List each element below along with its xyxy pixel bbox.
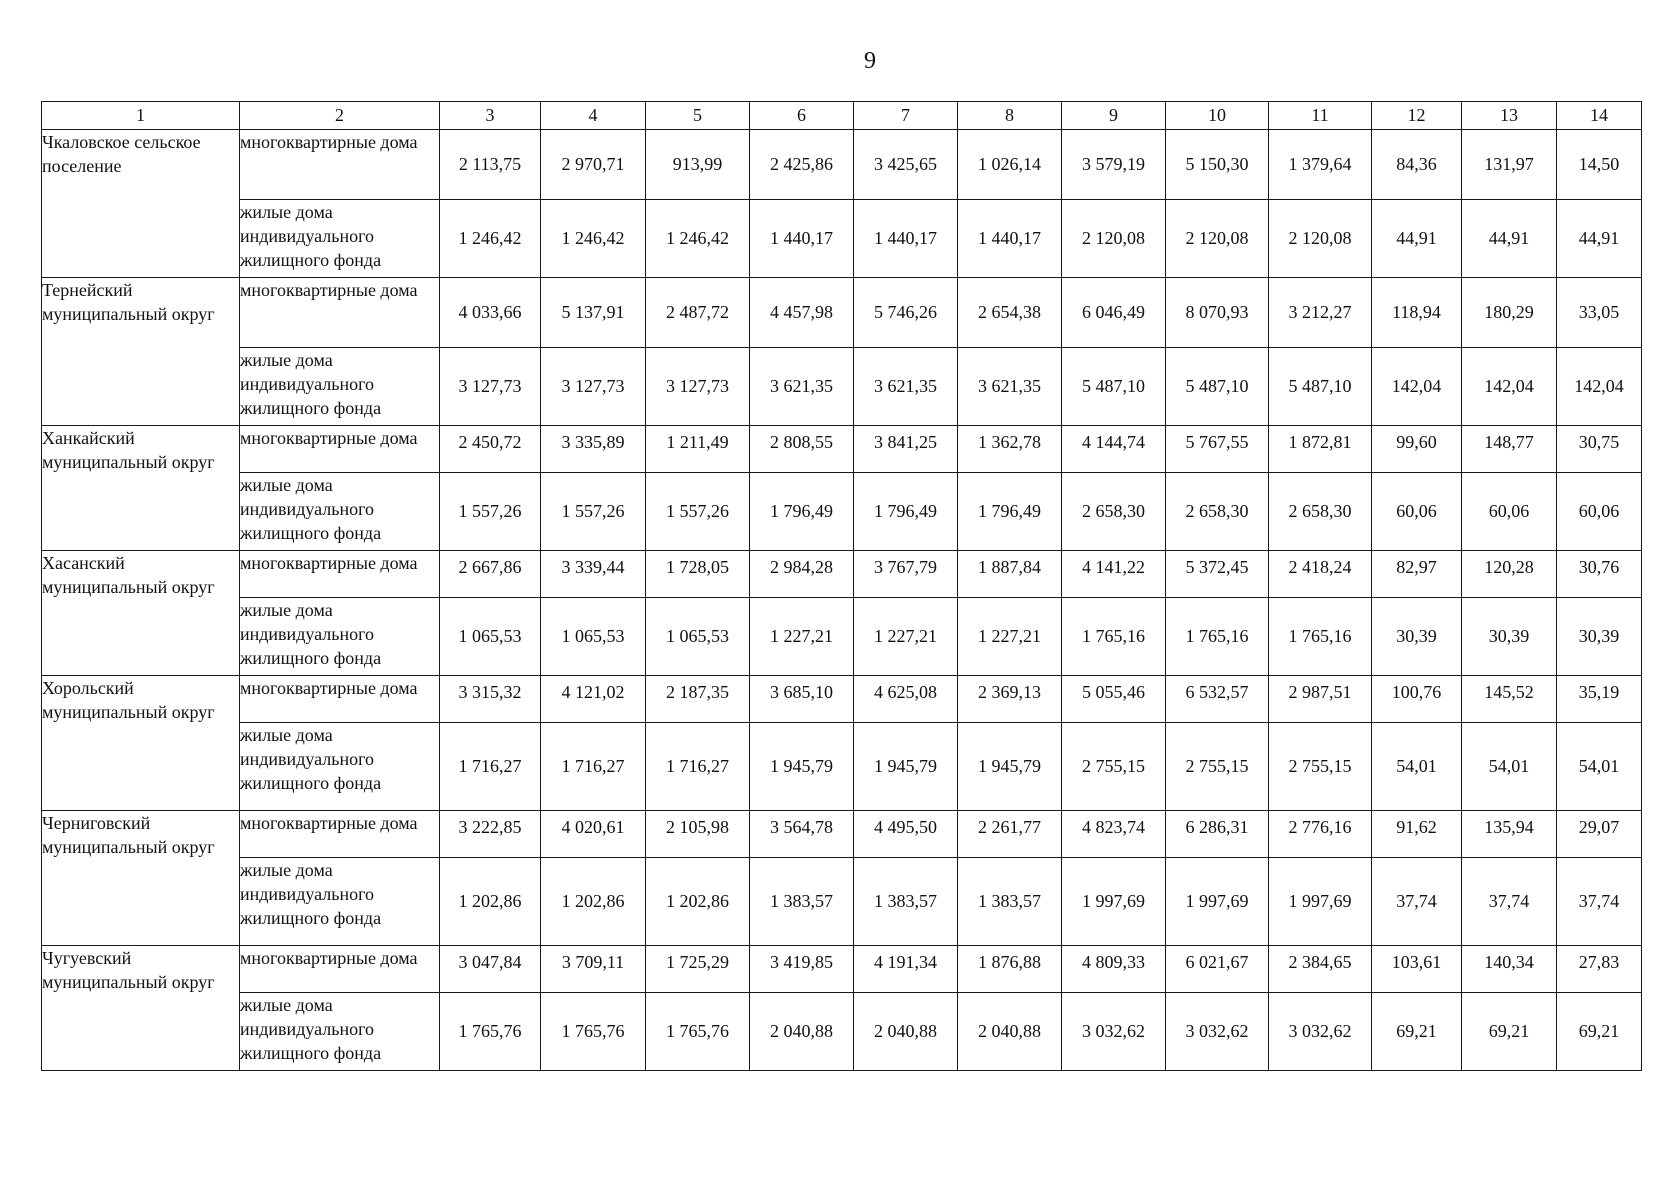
page-number: 9 bbox=[864, 48, 876, 74]
value-cell: 5 150,30 bbox=[1166, 130, 1269, 200]
value-cell: 27,83 bbox=[1557, 946, 1642, 993]
value-cell: 2 667,86 bbox=[440, 551, 541, 598]
value-cell: 3 127,73 bbox=[440, 348, 541, 426]
value-cell: 5 746,26 bbox=[854, 278, 958, 348]
value-cell: 1 796,49 bbox=[750, 473, 854, 551]
value-cell: 4 020,61 bbox=[541, 811, 646, 858]
value-cell: 1 765,76 bbox=[541, 993, 646, 1071]
value-cell: 1 557,26 bbox=[646, 473, 750, 551]
value-cell: 2 654,38 bbox=[958, 278, 1062, 348]
table-row bbox=[42, 130, 1642, 200]
value-cell: 148,77 bbox=[1462, 426, 1557, 473]
value-cell: 118,94 bbox=[1372, 278, 1462, 348]
housing-type: жилые дома индивидуального жилищного фонда bbox=[240, 473, 440, 551]
column-header: 8 bbox=[958, 102, 1062, 130]
value-cell: 1 796,49 bbox=[854, 473, 958, 551]
column-header: 7 bbox=[854, 102, 958, 130]
value-cell: 3 709,11 bbox=[541, 946, 646, 993]
value-cell: 30,39 bbox=[1462, 598, 1557, 676]
value-cell: 2 755,15 bbox=[1166, 723, 1269, 811]
value-cell: 131,97 bbox=[1462, 130, 1557, 200]
value-cell: 913,99 bbox=[646, 130, 750, 200]
value-cell: 1 383,57 bbox=[750, 858, 854, 946]
value-cell: 3 222,85 bbox=[440, 811, 541, 858]
table-row bbox=[42, 946, 1642, 993]
value-cell: 54,01 bbox=[1372, 723, 1462, 811]
value-cell: 1 202,86 bbox=[440, 858, 541, 946]
municipality-name: Ханкайский муниципальный округ bbox=[42, 426, 240, 551]
value-cell: 1 716,27 bbox=[646, 723, 750, 811]
value-cell: 2 040,88 bbox=[958, 993, 1062, 1071]
value-cell: 6 046,49 bbox=[1062, 278, 1166, 348]
value-cell: 2 487,72 bbox=[646, 278, 750, 348]
value-cell: 4 141,22 bbox=[1062, 551, 1166, 598]
value-cell: 30,76 bbox=[1557, 551, 1642, 598]
value-cell: 1 202,86 bbox=[646, 858, 750, 946]
value-cell: 37,74 bbox=[1372, 858, 1462, 946]
value-cell: 2 755,15 bbox=[1062, 723, 1166, 811]
value-cell: 2 040,88 bbox=[854, 993, 958, 1071]
value-cell: 5 372,45 bbox=[1166, 551, 1269, 598]
value-cell: 29,07 bbox=[1557, 811, 1642, 858]
value-cell: 2 658,30 bbox=[1269, 473, 1372, 551]
column-header: 9 bbox=[1062, 102, 1166, 130]
value-cell: 1 997,69 bbox=[1166, 858, 1269, 946]
value-cell: 1 945,79 bbox=[958, 723, 1062, 811]
table-row bbox=[42, 426, 1642, 473]
housing-type: многоквартирные дома bbox=[240, 130, 440, 200]
value-cell: 2 120,08 bbox=[1166, 200, 1269, 278]
value-cell: 82,97 bbox=[1372, 551, 1462, 598]
table-row bbox=[42, 598, 1642, 676]
value-cell: 35,19 bbox=[1557, 676, 1642, 723]
municipality-name: Чкаловское сельское поселение bbox=[42, 130, 240, 278]
housing-type: многоквартирные дома bbox=[240, 946, 440, 993]
table-row bbox=[42, 993, 1642, 1071]
column-header: 11 bbox=[1269, 102, 1372, 130]
value-cell: 1 796,49 bbox=[958, 473, 1062, 551]
value-cell: 140,34 bbox=[1462, 946, 1557, 993]
value-cell: 3 212,27 bbox=[1269, 278, 1372, 348]
value-cell: 5 767,55 bbox=[1166, 426, 1269, 473]
municipality-name: Хасанский муниципальный округ bbox=[42, 551, 240, 676]
municipality-name: Хорольский муниципальный округ bbox=[42, 676, 240, 811]
column-header: 4 bbox=[541, 102, 646, 130]
value-cell: 2 425,86 bbox=[750, 130, 854, 200]
value-cell: 60,06 bbox=[1462, 473, 1557, 551]
value-cell: 3 685,10 bbox=[750, 676, 854, 723]
value-cell: 1 227,21 bbox=[750, 598, 854, 676]
value-cell: 44,91 bbox=[1557, 200, 1642, 278]
value-cell: 44,91 bbox=[1462, 200, 1557, 278]
value-cell: 1 997,69 bbox=[1062, 858, 1166, 946]
housing-type: многоквартирные дома bbox=[240, 811, 440, 858]
value-cell: 5 487,10 bbox=[1166, 348, 1269, 426]
value-cell: 3 841,25 bbox=[854, 426, 958, 473]
column-header: 14 bbox=[1557, 102, 1642, 130]
value-cell: 5 487,10 bbox=[1062, 348, 1166, 426]
table-row bbox=[42, 473, 1642, 551]
column-header: 13 bbox=[1462, 102, 1557, 130]
value-cell: 1 887,84 bbox=[958, 551, 1062, 598]
value-cell: 1 725,29 bbox=[646, 946, 750, 993]
value-cell: 1 246,42 bbox=[646, 200, 750, 278]
housing-type: многоквартирные дома bbox=[240, 676, 440, 723]
value-cell: 1 065,53 bbox=[646, 598, 750, 676]
value-cell: 142,04 bbox=[1372, 348, 1462, 426]
value-cell: 1 246,42 bbox=[541, 200, 646, 278]
value-cell: 30,75 bbox=[1557, 426, 1642, 473]
value-cell: 3 315,32 bbox=[440, 676, 541, 723]
table-row bbox=[42, 278, 1642, 348]
value-cell: 3 032,62 bbox=[1062, 993, 1166, 1071]
value-cell: 60,06 bbox=[1372, 473, 1462, 551]
value-cell: 54,01 bbox=[1462, 723, 1557, 811]
value-cell: 1 872,81 bbox=[1269, 426, 1372, 473]
value-cell: 33,05 bbox=[1557, 278, 1642, 348]
value-cell: 69,21 bbox=[1372, 993, 1462, 1071]
value-cell: 99,60 bbox=[1372, 426, 1462, 473]
value-cell: 1 440,17 bbox=[958, 200, 1062, 278]
value-cell: 2 261,77 bbox=[958, 811, 1062, 858]
value-cell: 3 335,89 bbox=[541, 426, 646, 473]
value-cell: 3 032,62 bbox=[1166, 993, 1269, 1071]
value-cell: 3 419,85 bbox=[750, 946, 854, 993]
value-cell: 8 070,93 bbox=[1166, 278, 1269, 348]
value-cell: 6 286,31 bbox=[1166, 811, 1269, 858]
value-cell: 1 065,53 bbox=[541, 598, 646, 676]
value-cell: 1 202,86 bbox=[541, 858, 646, 946]
value-cell: 1 716,27 bbox=[440, 723, 541, 811]
table-body bbox=[42, 102, 1642, 1071]
value-cell: 54,01 bbox=[1557, 723, 1642, 811]
value-cell: 6 532,57 bbox=[1166, 676, 1269, 723]
value-cell: 30,39 bbox=[1557, 598, 1642, 676]
value-cell: 1 728,05 bbox=[646, 551, 750, 598]
value-cell: 145,52 bbox=[1462, 676, 1557, 723]
value-cell: 1 383,57 bbox=[854, 858, 958, 946]
value-cell: 4 144,74 bbox=[1062, 426, 1166, 473]
value-cell: 2 120,08 bbox=[1269, 200, 1372, 278]
housing-type: жилые дома индивидуального жилищного фонда bbox=[240, 348, 440, 426]
value-cell: 4 191,34 bbox=[854, 946, 958, 993]
value-cell: 2 987,51 bbox=[1269, 676, 1372, 723]
value-cell: 120,28 bbox=[1462, 551, 1557, 598]
value-cell: 84,36 bbox=[1372, 130, 1462, 200]
value-cell: 4 625,08 bbox=[854, 676, 958, 723]
value-cell: 2 658,30 bbox=[1062, 473, 1166, 551]
table-row bbox=[42, 200, 1642, 278]
table-row bbox=[42, 676, 1642, 723]
table-row bbox=[42, 858, 1642, 946]
table-row bbox=[42, 348, 1642, 426]
value-cell: 3 621,35 bbox=[854, 348, 958, 426]
value-cell: 4 121,02 bbox=[541, 676, 646, 723]
value-cell: 2 808,55 bbox=[750, 426, 854, 473]
value-cell: 1 065,53 bbox=[440, 598, 541, 676]
value-cell: 135,94 bbox=[1462, 811, 1557, 858]
value-cell: 1 246,42 bbox=[440, 200, 541, 278]
value-cell: 1 765,76 bbox=[440, 993, 541, 1071]
value-cell: 69,21 bbox=[1462, 993, 1557, 1071]
value-cell: 1 227,21 bbox=[958, 598, 1062, 676]
column-header: 5 bbox=[646, 102, 750, 130]
value-cell: 1 557,26 bbox=[440, 473, 541, 551]
column-header: 10 bbox=[1166, 102, 1269, 130]
value-cell: 103,61 bbox=[1372, 946, 1462, 993]
value-cell: 142,04 bbox=[1462, 348, 1557, 426]
municipality-name: Чугуевский муниципальный округ bbox=[42, 946, 240, 1071]
header-row bbox=[42, 102, 1642, 130]
value-cell: 1 716,27 bbox=[541, 723, 646, 811]
value-cell: 2 105,98 bbox=[646, 811, 750, 858]
value-cell: 37,74 bbox=[1462, 858, 1557, 946]
value-cell: 1 440,17 bbox=[854, 200, 958, 278]
value-cell: 2 450,72 bbox=[440, 426, 541, 473]
value-cell: 1 997,69 bbox=[1269, 858, 1372, 946]
value-cell: 2 418,24 bbox=[1269, 551, 1372, 598]
housing-type: жилые дома индивидуального жилищного фонда bbox=[240, 993, 440, 1071]
value-cell: 2 658,30 bbox=[1166, 473, 1269, 551]
municipality-name: Черниговский муниципальный округ bbox=[42, 811, 240, 946]
value-cell: 180,29 bbox=[1462, 278, 1557, 348]
value-cell: 14,50 bbox=[1557, 130, 1642, 200]
value-cell: 1 765,76 bbox=[646, 993, 750, 1071]
value-cell: 2 776,16 bbox=[1269, 811, 1372, 858]
column-header: 3 bbox=[440, 102, 541, 130]
value-cell: 5 137,91 bbox=[541, 278, 646, 348]
value-cell: 5 487,10 bbox=[1269, 348, 1372, 426]
value-cell: 3 047,84 bbox=[440, 946, 541, 993]
value-cell: 3 621,35 bbox=[958, 348, 1062, 426]
value-cell: 4 809,33 bbox=[1062, 946, 1166, 993]
value-cell: 142,04 bbox=[1557, 348, 1642, 426]
value-cell: 3 339,44 bbox=[541, 551, 646, 598]
value-cell: 100,76 bbox=[1372, 676, 1462, 723]
value-cell: 3 425,65 bbox=[854, 130, 958, 200]
value-cell: 44,91 bbox=[1372, 200, 1462, 278]
value-cell: 2 120,08 bbox=[1062, 200, 1166, 278]
value-cell: 1 026,14 bbox=[958, 130, 1062, 200]
value-cell: 3 767,79 bbox=[854, 551, 958, 598]
value-cell: 2 369,13 bbox=[958, 676, 1062, 723]
value-cell: 1 945,79 bbox=[750, 723, 854, 811]
value-cell: 2 755,15 bbox=[1269, 723, 1372, 811]
value-cell: 4 033,66 bbox=[440, 278, 541, 348]
value-cell: 1 876,88 bbox=[958, 946, 1062, 993]
value-cell: 1 211,49 bbox=[646, 426, 750, 473]
value-cell: 3 127,73 bbox=[646, 348, 750, 426]
municipality-name: Тернейский муниципальный округ bbox=[42, 278, 240, 426]
value-cell: 4 457,98 bbox=[750, 278, 854, 348]
value-cell: 1 945,79 bbox=[854, 723, 958, 811]
housing-type: жилые дома индивидуального жилищного фонда bbox=[240, 200, 440, 278]
value-cell: 1 227,21 bbox=[854, 598, 958, 676]
table-row bbox=[42, 811, 1642, 858]
value-cell: 1 557,26 bbox=[541, 473, 646, 551]
table-row bbox=[42, 723, 1642, 811]
value-cell: 3 579,19 bbox=[1062, 130, 1166, 200]
value-cell: 2 040,88 bbox=[750, 993, 854, 1071]
column-header: 12 bbox=[1372, 102, 1462, 130]
value-cell: 4 495,50 bbox=[854, 811, 958, 858]
value-cell: 2 970,71 bbox=[541, 130, 646, 200]
value-cell: 5 055,46 bbox=[1062, 676, 1166, 723]
value-cell: 1 765,16 bbox=[1269, 598, 1372, 676]
housing-type: многоквартирные дома bbox=[240, 426, 440, 473]
tariff-table bbox=[41, 101, 1642, 1071]
value-cell: 69,21 bbox=[1557, 993, 1642, 1071]
value-cell: 3 127,73 bbox=[541, 348, 646, 426]
value-cell: 1 379,64 bbox=[1269, 130, 1372, 200]
value-cell: 1 440,17 bbox=[750, 200, 854, 278]
value-cell: 91,62 bbox=[1372, 811, 1462, 858]
table-row bbox=[42, 551, 1642, 598]
value-cell: 1 383,57 bbox=[958, 858, 1062, 946]
value-cell: 1 765,16 bbox=[1166, 598, 1269, 676]
housing-type: жилые дома индивидуального жилищного фонда bbox=[240, 598, 440, 676]
housing-type: многоквартирные дома bbox=[240, 551, 440, 598]
column-header: 1 bbox=[42, 102, 240, 130]
column-header: 6 bbox=[750, 102, 854, 130]
value-cell: 60,06 bbox=[1557, 473, 1642, 551]
value-cell: 3 564,78 bbox=[750, 811, 854, 858]
value-cell: 1 362,78 bbox=[958, 426, 1062, 473]
value-cell: 2 984,28 bbox=[750, 551, 854, 598]
value-cell: 1 765,16 bbox=[1062, 598, 1166, 676]
housing-type: жилые дома индивидуального жилищного фонда bbox=[240, 858, 440, 946]
value-cell: 4 823,74 bbox=[1062, 811, 1166, 858]
value-cell: 30,39 bbox=[1372, 598, 1462, 676]
value-cell: 2 187,35 bbox=[646, 676, 750, 723]
value-cell: 3 032,62 bbox=[1269, 993, 1372, 1071]
value-cell: 37,74 bbox=[1557, 858, 1642, 946]
value-cell: 6 021,67 bbox=[1166, 946, 1269, 993]
housing-type: жилые дома индивидуального жилищного фонда bbox=[240, 723, 440, 811]
housing-type: многоквартирные дома bbox=[240, 278, 440, 348]
value-cell: 2 113,75 bbox=[440, 130, 541, 200]
value-cell: 2 384,65 bbox=[1269, 946, 1372, 993]
column-header: 2 bbox=[240, 102, 440, 130]
value-cell: 3 621,35 bbox=[750, 348, 854, 426]
